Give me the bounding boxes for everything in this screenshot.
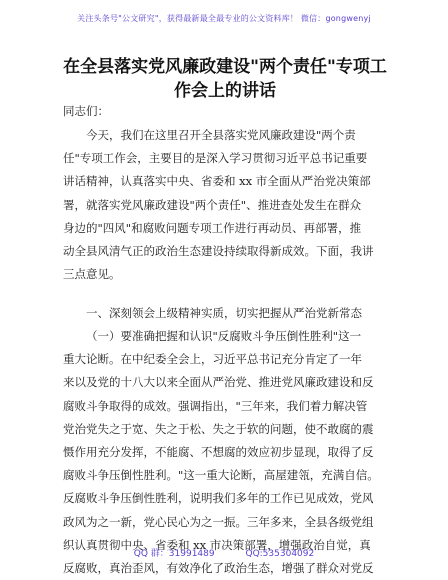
header-notice: 关注头条号"公文研究"，获得最新最全最专业的公文资料库！ 微信：gongwenyj	[77, 14, 371, 23]
section-heading-1	[63, 302, 388, 325]
paragraph-line: 织认真贯彻中央、省委和 xx 市决策部署，增强政治自觉，真	[63, 537, 371, 552]
greeting-text: 同志们：	[63, 104, 109, 118]
paragraph-line: （一）要准确把握和认识"反腐败斗争压倒性胜利"这一	[86, 329, 362, 343]
paragraph-line: 动全县风清气正的政治生态建设持续取得新成效。下面，我讲	[63, 244, 374, 259]
paragraph-opening	[63, 124, 388, 286]
footer-qq-number: QQ:535304092	[245, 549, 315, 559]
footer-contact	[0, 546, 448, 559]
paragraph-line: 署，就落实党风廉政建设"两个责任"、推进查处发生在群众	[63, 197, 362, 212]
greeting	[63, 100, 388, 123]
paragraph-line: 政风为之一新，党心民心为之一振。三年多来，全县各级党组	[63, 514, 374, 529]
paragraph-line: 反腐败，真治歪风，有效净化了政治生态，增强了群众对党反	[63, 561, 374, 576]
paragraph-section-1	[63, 325, 388, 580]
footer-qq-group: QQ 群：31991489	[133, 549, 215, 559]
paragraph-line: 重大论断。在中纪委全会上，习近平总书记充分肯定了一年	[63, 352, 362, 367]
document-title	[40, 55, 410, 103]
title-line-2: 作会上的讲话	[174, 81, 276, 101]
paragraph-line: 任"专项工作会，主要目的是深入学习贯彻习近平总书记重要	[63, 151, 368, 166]
paragraph-line: 三点意见。	[63, 267, 121, 282]
section-heading-text: 一、深刻领会上级精神实质，切实把握从严治党新常态	[86, 306, 362, 320]
title-line-1: 在全县落实党风廉政建设"两个责任"专项工	[63, 57, 387, 77]
paragraph-line: 腐败斗争压倒性胜利。"这一重大论断，高屋建瓴，充满自信。	[63, 468, 379, 483]
paragraph-line: 反腐败斗争压倒性胜利，说明我们多年的工作已见成效，党风	[63, 491, 374, 506]
paragraph-line: 党治党失之于宽、失之于松、失之于软的问题，使不敢腐的震	[63, 421, 374, 436]
paragraph-line: 慑作用充分发挥，不能腐、不想腐的效应初步显现，取得了反	[63, 445, 374, 460]
paragraph-line: 今天，我们在这里召开全县落实党风廉政建设"两个责	[86, 128, 356, 142]
paragraph-line: 讲话精神，认真落实中央、省委和 xx 市全面从严治党决策部	[63, 174, 371, 189]
paragraph-line: 来以及党的十八大以来全面从严治党、推进党风廉政建设和反	[63, 375, 374, 390]
paragraph-line: 身边的"四风"和腐败问题专项工作进行再动员、再部署，推	[63, 220, 362, 235]
paragraph-line: 腐败斗争取得的成效。强调指出，"三年来，我们着力解决管	[63, 398, 368, 413]
